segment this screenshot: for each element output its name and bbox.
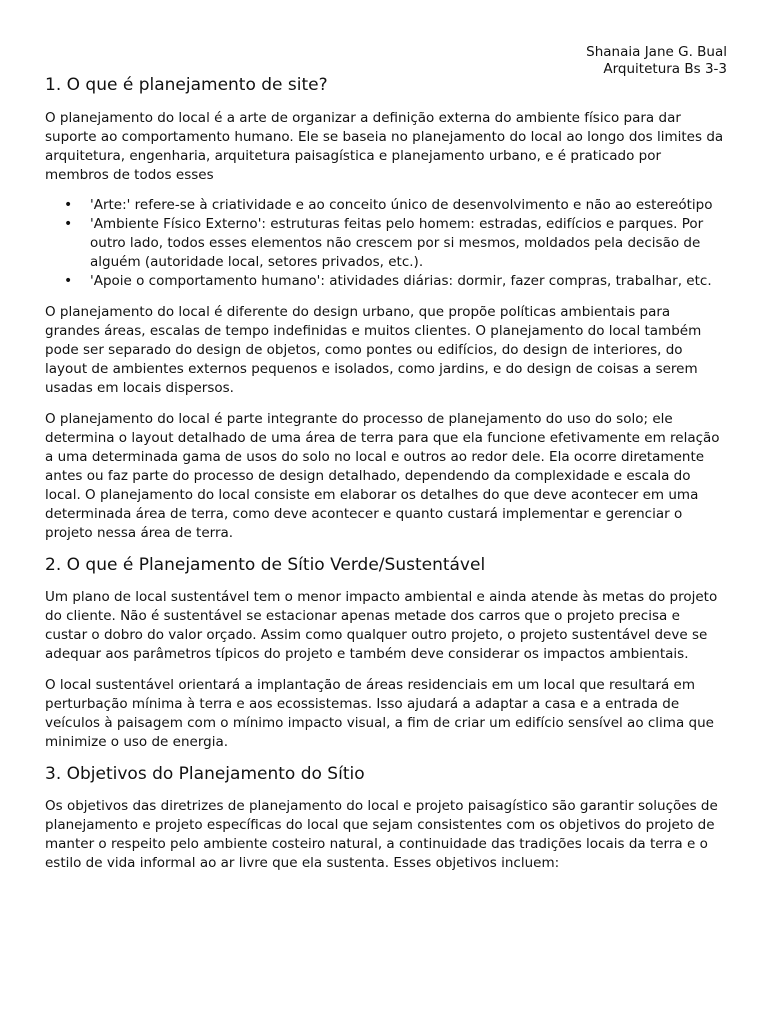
list-item-text: 'Apoie o comportamento humano': atividades diárias: dormir, fazer compras, trabalhar, etc.	[90, 273, 712, 289]
list-item	[45, 196, 725, 215]
section-2-paragraph: Um plano de local sustentável tem o menor impacto ambiental e ainda atende às metas do projeto do cliente. Não é sustentável se estacionar apenas metade dos carros que o projeto precisa e custar o dobro do valor orçado. Assim como qualquer outro projeto, o projeto sustentável deve se adequar aos parâmetros típicos do projeto e também deve considerar os impactos ambientais.	[45, 589, 718, 662]
section-1-intro: O planejamento do local é a arte de organizar a definição externa do ambiente físico para dar suporte ao comportamento humano. Ele se baseia no planejamento do local ao longo dos limites da arquitetura, engenharia, arquitetura paisagística e planejamento urbano, e é praticado por membros de todos esses	[45, 110, 724, 183]
section-1-paragraph: O planejamento do local é parte integrante do processo de planejamento do uso do solo; ele determina o layout detalhado de uma área de terra para que ela funcione efetivamente em relação a uma determinada gama de usos do solo no local e outros ao redor dele. Ela ocorre diretamente antes ou faz parte do processo de design detalhado, dependendo da complexidade e escala do local. O planejamento do local consiste em elaborar os detalhes do que deve acontecer em uma determinada área de terra, como deve acontecer e quanto custará implementar e gerenciar o projeto nessa área de terra.	[45, 411, 720, 541]
list-item	[45, 272, 725, 291]
section-3-heading: 3. Objetivos do Planejamento do Sítio	[45, 764, 365, 784]
author-name: Shanaia Jane G. Bual	[586, 44, 727, 60]
list-item-text: 'Arte:' refere-se à criatividade e ao conceito único de desenvolvimento e não ao estereótipo	[90, 197, 713, 213]
bullet-icon: •	[64, 273, 73, 289]
author-course: Arquitetura Bs 3-3	[603, 61, 727, 77]
document-page	[45, 44, 725, 873]
section-1-heading: 1. O que é planejamento de site?	[45, 75, 328, 95]
author-block	[45, 44, 727, 78]
section-2-heading: 2. O que é Planejamento de Sítio Verde/Sustentável	[45, 555, 486, 575]
section-1-paragraph: O planejamento do local é diferente do design urbano, que propõe políticas ambientais para grandes áreas, escalas de tempo indefinidas e muitos clientes. O planejamento do local também pode ser separado do design de objetos, como pontes ou edifícios, do design de interiores, do layout de ambientes externos pequenos e isolados, como jardins, e do design de coisas a serem usadas em locais dispersos.	[45, 304, 702, 396]
section-2-paragraph: O local sustentável orientará a implantação de áreas residenciais em um local que resultará em perturbação mínima à terra e aos ecossistemas. Isso ajudará a adaptar a casa e a entrada de veículos à paisagem com o mínimo impacto visual, a fim de criar um edifício sensível ao clima que minimize o uso de energia.	[45, 677, 714, 750]
section-1-bullet-list	[45, 196, 725, 291]
list-item-text: 'Ambiente Físico Externo': estruturas feitas pelo homem: estradas, edifícios e parques. Por outro lado, todos esses elementos não crescem por si mesmos, moldados pela decisão de alguém (autoridade local, setores privados, etc.).	[90, 216, 704, 270]
section-3-paragraph: Os objetivos das diretrizes de planejamento do local e projeto paisagístico são garantir soluções de planejamento e projeto específicas do local que sejam consistentes com os objetivos do projeto de manter o respeito pelo ambiente costeiro natural, a continuidade das tradições locais da terra e o estilo de vida informal ao ar livre que ela sustenta. Esses objetivos incluem:	[45, 798, 718, 871]
bullet-icon: •	[64, 216, 73, 232]
bullet-icon: •	[64, 197, 73, 213]
list-item	[45, 215, 725, 272]
